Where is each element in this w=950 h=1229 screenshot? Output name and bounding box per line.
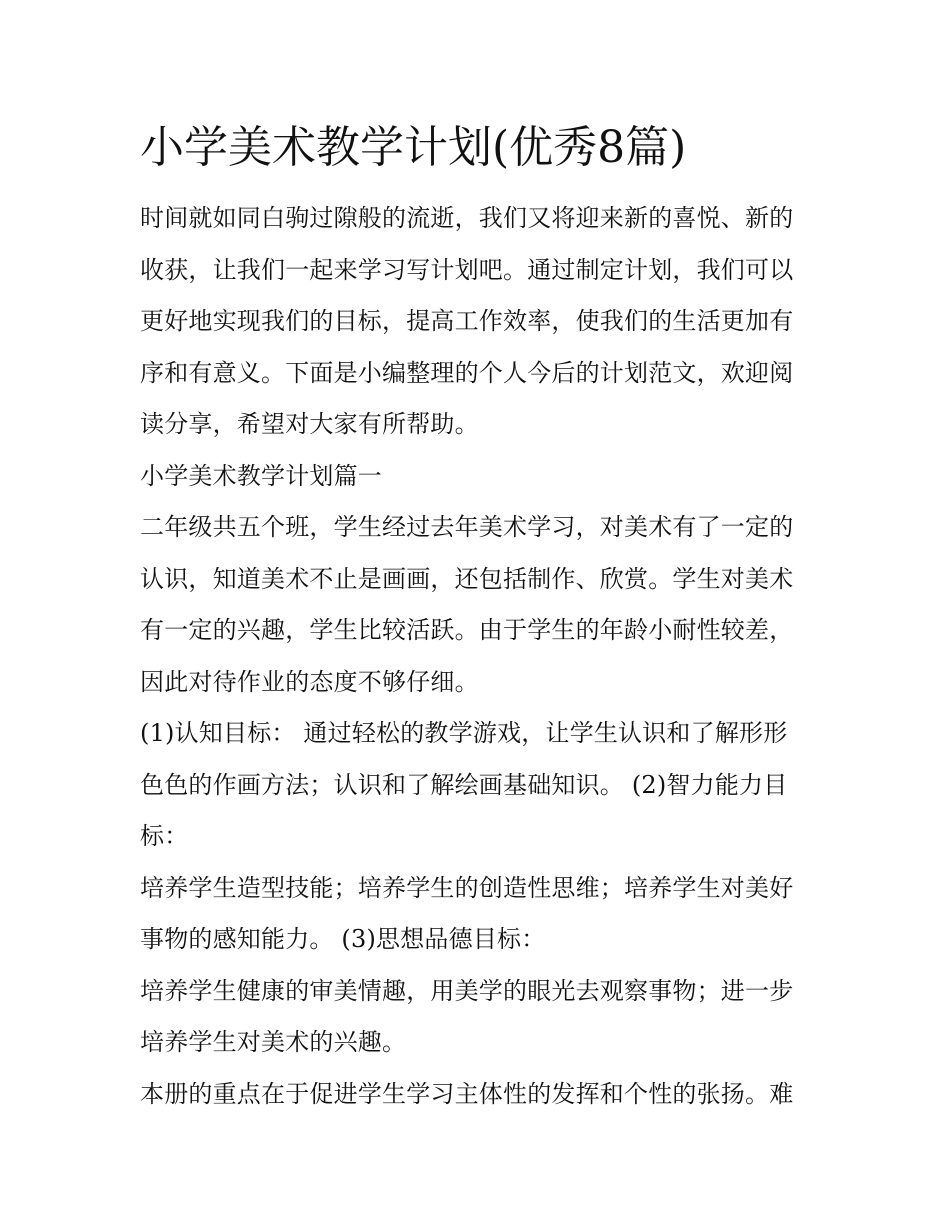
paragraph-line: 有一定的兴趣，学生比较活跃。由于学生的年龄小耐性较差， [140, 616, 794, 644]
paragraph-line: 序和有意义。下面是小编整理的个人今后的计划范文，欢迎阅 [140, 358, 794, 387]
paragraph-line: 标： [140, 822, 189, 850]
paragraph-line: 读分享，希望对大家有所帮助。 [140, 410, 479, 438]
paragraph-line: 认识，知道美术不止是画画，还包括制作、欣赏。学生对美术 [140, 564, 794, 593]
paragraph-line: 时间就如同白驹过隙般的流逝，我们又将迎来新的喜悦、新的 [140, 204, 794, 232]
paragraph-line: 收获，让我们一起来学习写计划吧。通过制定计划，我们可以 [140, 255, 794, 284]
paragraph-line: 二年级共五个班，学生经过去年美术学习，对美术有了一定的 [140, 513, 794, 541]
paragraph-line: 更好地实现我们的目标，提高工作效率，使我们的生活更加有 [140, 307, 794, 335]
paragraph-line: 本册的重点在于促进学生学习主体性的发挥和个性的张扬。难 [140, 1079, 794, 1108]
page-title: 小学美术教学计划(优秀8篇) [140, 122, 687, 173]
paragraph-line: 培养学生对美术的兴趣。 [140, 1028, 407, 1056]
paragraph-line: 培养学生健康的审美情趣，用美学的眼光去观察事物；进一步 [140, 976, 794, 1005]
paragraph-line: 因此对待作业的态度不够仔细。 [140, 667, 479, 696]
paragraph-line: 事物的感知能力。 (3)思想品德目标： [140, 925, 546, 953]
document-body [140, 112, 820, 1120]
paragraph-line: 色色的作画方法；认识和了解绘画基础知识。 (2)智力能力目 [140, 770, 788, 799]
section-heading: 小学美术教学计划篇一 [140, 461, 382, 490]
paragraph-line: (1)认知目标： 通过轻松的教学游戏，让学生认识和了解形形 [140, 719, 788, 747]
paragraph-line: 培养学生造型技能；培养学生的创造性思维；培养学生对美好 [140, 873, 794, 902]
